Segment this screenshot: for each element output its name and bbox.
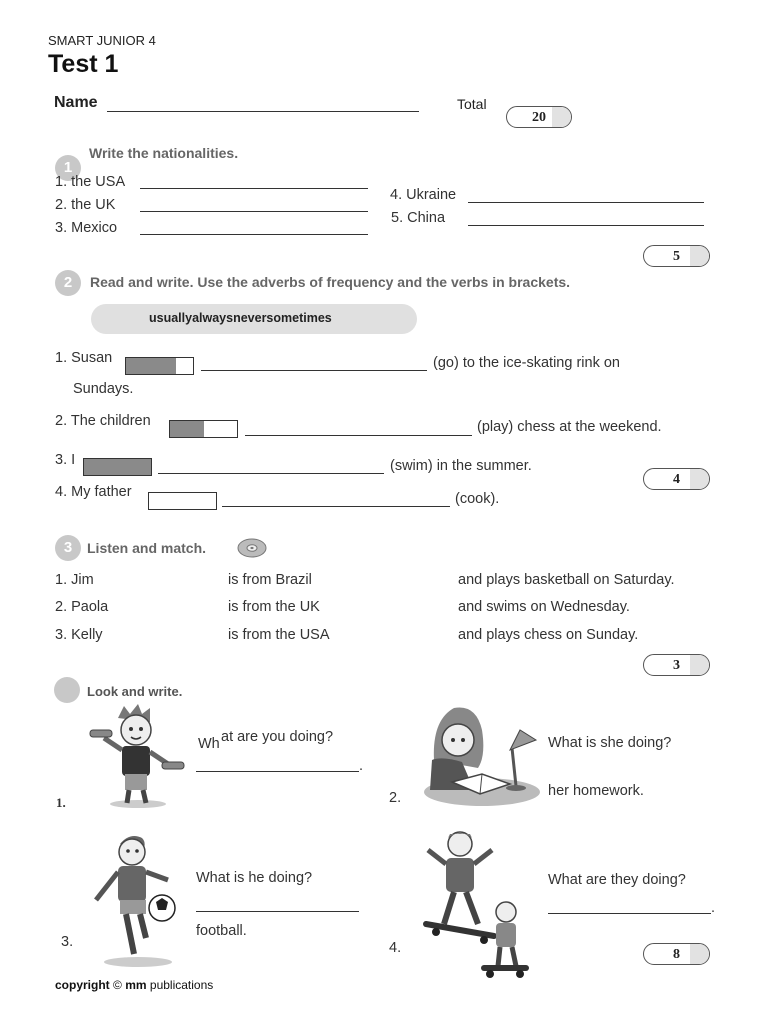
picture-1-answer-line[interactable] (196, 771, 359, 772)
name-answer-line[interactable] (107, 111, 419, 112)
section-4-instruction: Look and write. (87, 684, 183, 699)
section-3-instruction: Listen and match. (87, 540, 207, 556)
nationality-answer-line-1[interactable] (140, 188, 368, 189)
section-2-score: 4 (673, 472, 680, 487)
boy-exercising-illustration (80, 700, 190, 810)
section-4-score: 8 (673, 947, 680, 962)
sentence-4-start: 4. My father (55, 484, 132, 500)
match-name-1: 1. Jim (55, 572, 94, 588)
boy-playing-football-illustration (82, 830, 182, 970)
match-country-3: is from the USA (228, 627, 330, 643)
sentence-4-answer-line[interactable] (222, 506, 450, 507)
match-activity-2: and swims on Wednesday. (458, 599, 630, 615)
match-activity-3: and plays chess on Sunday. (458, 627, 639, 643)
nationality-item-1: 1. the USA (55, 174, 126, 190)
frequency-box-2 (169, 420, 238, 438)
sentence-3-end: (swim) in the summer. (390, 458, 532, 474)
section-4-number-badge (54, 677, 80, 703)
picture-1-question: at are you doing? (221, 729, 334, 745)
picture-2-question: What is she doing? (548, 735, 672, 751)
picture-4-answer-line[interactable] (548, 913, 711, 914)
publisher-brand: mm (125, 978, 147, 992)
children-skateboarding-illustration (410, 828, 535, 980)
frequency-box-4 (148, 492, 217, 510)
frequency-box-1 (125, 357, 194, 375)
nationality-answer-line-4[interactable] (468, 202, 704, 203)
copyright-symbol: © (113, 978, 122, 992)
total-label: Total (457, 96, 487, 112)
sentence-1-start: 1. Susan (55, 350, 113, 366)
series-name: SMART JUNIOR 4 (48, 33, 156, 48)
sentence-1-end: (go) to the ice-skating rink on (433, 355, 620, 371)
sentence-1-continuation: Sundays. (73, 381, 134, 397)
picture-1-end-dot: . (359, 758, 364, 774)
copyright-word: copyright (55, 978, 110, 992)
sentence-2-answer-line[interactable] (245, 435, 472, 436)
section-1-score: 5 (673, 249, 680, 264)
match-country-1: is from Brazil (228, 572, 312, 588)
section-3-score: 3 (673, 658, 680, 673)
sentence-4-end: (cook). (455, 491, 500, 507)
publisher-rest: publications (149, 978, 214, 992)
sentence-3-answer-line[interactable] (158, 473, 384, 474)
total-score: 20 (532, 110, 546, 125)
section-3-number-badge: 3 (55, 535, 81, 561)
picture-2-answer: her homework. (548, 783, 644, 799)
girl-doing-homework-illustration (412, 700, 542, 810)
copyright-notice (55, 978, 213, 992)
picture-1-question-prefix: Wh (198, 736, 220, 752)
nationality-answer-line-3[interactable] (140, 234, 368, 235)
match-name-3: 3. Kelly (55, 627, 103, 643)
picture-3-number: 3. (61, 934, 74, 950)
nationality-item-2: 2. the UK (55, 197, 116, 213)
picture-2-number: 2. (389, 790, 402, 806)
picture-1-number: 1. (56, 795, 66, 810)
adverbs-word-box: usuallyalwaysneversometimes (91, 304, 417, 334)
picture-3-answer: football. (196, 923, 247, 939)
picture-4-end-dot: . (711, 900, 716, 916)
nationality-answer-line-5[interactable] (468, 225, 704, 226)
picture-3-question: What is he doing? (196, 870, 313, 886)
picture-3-answer-line[interactable] (196, 911, 359, 912)
nationality-answer-line-2[interactable] (140, 211, 368, 212)
name-label: Name (54, 94, 98, 111)
section-2-instruction: Read and write. Use the adverbs of frequency and the verbs in brackets. (90, 274, 571, 290)
sentence-2-start: 2. The children (55, 413, 151, 429)
test-title: Test 1 (48, 50, 119, 78)
picture-4-question: What are they doing? (548, 872, 686, 888)
section-2-number-badge: 2 (55, 270, 81, 296)
section-4-score-box (643, 943, 710, 965)
sentence-1-answer-line[interactable] (201, 370, 427, 371)
picture-4-number: 4. (389, 940, 402, 956)
frequency-box-3 (83, 458, 152, 476)
total-score-box (506, 106, 572, 128)
section-3-score-box (643, 654, 710, 676)
nationality-item-3: 3. Mexico (55, 220, 118, 236)
match-activity-1: and plays basketball on Saturday. (458, 572, 675, 588)
match-name-2: 2. Paola (55, 599, 109, 615)
nationality-item-5: 5. China (391, 210, 446, 226)
sentence-2-end: (play) chess at the weekend. (477, 419, 662, 435)
cd-icon (236, 536, 268, 560)
section-1-score-box (643, 245, 710, 267)
section-1-number-badge: 1 (55, 155, 81, 181)
section-1-instruction: Write the nationalities. (89, 145, 239, 161)
nationality-item-4: 4. Ukraine (390, 187, 457, 203)
sentence-3-start: 3. I (55, 452, 76, 468)
section-2-score-box (643, 468, 710, 490)
match-country-2: is from the UK (228, 599, 320, 615)
